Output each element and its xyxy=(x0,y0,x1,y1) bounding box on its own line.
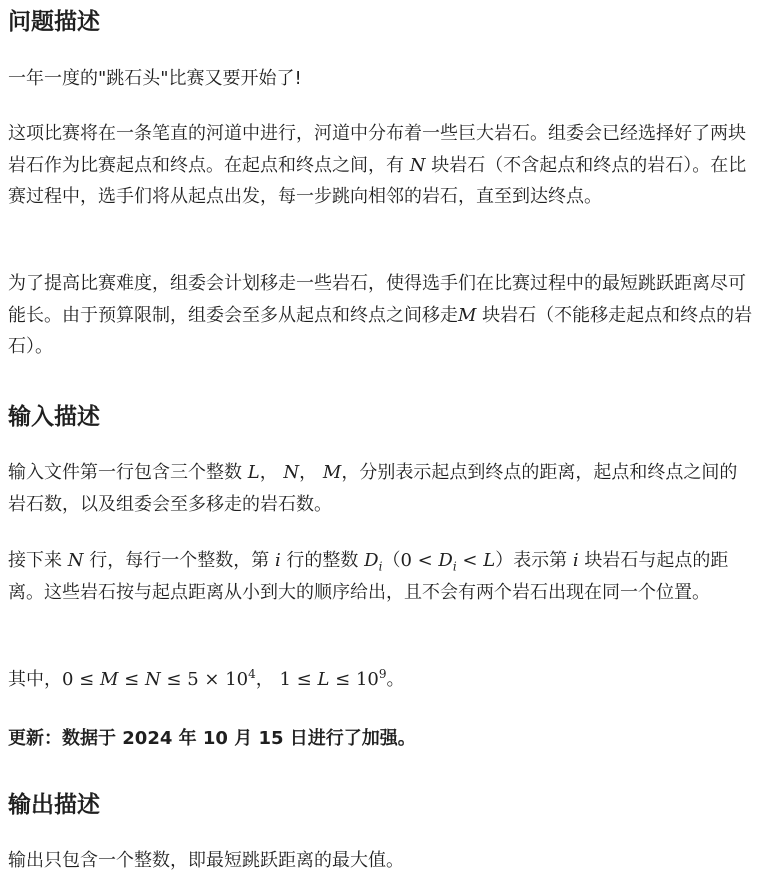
var-d-subscript: i xyxy=(378,559,383,574)
output-paragraph: 输出只包含一个整数，即最短跳跃距离的最大值。 xyxy=(8,850,404,871)
race-description-paragraph xyxy=(8,118,754,213)
p4-sep1: ， xyxy=(259,462,278,483)
var-n: N xyxy=(67,550,84,571)
math-one-le: 1 ≤ xyxy=(279,669,318,690)
input-rocks-paragraph xyxy=(8,545,754,608)
p6-sep: ， xyxy=(255,669,274,690)
p5-text-a: 接下来 xyxy=(8,550,68,571)
var-n: N xyxy=(144,669,161,690)
output-heading: 输出描述 xyxy=(8,792,100,818)
constraints-paragraph xyxy=(8,664,754,696)
var-d-subscript: i xyxy=(452,559,457,574)
var-d: D xyxy=(438,550,453,571)
var-i: i xyxy=(572,550,579,571)
p3-text-b: 块岩石（不能移走起点和终点的岩石）。 xyxy=(8,304,753,357)
intro-paragraph: 一年一度的"跳石头"比赛又要开始了! xyxy=(8,68,302,89)
math-l-bound: ≤ 10 xyxy=(329,669,379,690)
var-m: M xyxy=(322,462,342,483)
p5-open-paren: （ xyxy=(382,550,401,571)
p6-text-a: 其中， xyxy=(8,669,62,690)
p4-text-a: 输入文件第一行包含三个整数 xyxy=(8,462,248,483)
p2-text-a: 这项比赛将在一条笔直的河道中进行，河道中分布着一些巨大岩石。组委会已经选择好了两块岩石作为比赛起点和终点。在起点和终点之间，有 xyxy=(8,123,746,176)
input-heading: 输入描述 xyxy=(8,404,100,430)
p5-text-e: 块岩石与起点的距离。这些岩石按与起点距离从小到大的顺序给出，且不会有两个岩石出现在同一个位置。 xyxy=(8,550,729,603)
p5-text-d: 表示第 xyxy=(513,550,573,571)
math-zero-lt: 0 < xyxy=(400,550,439,571)
var-i: i xyxy=(274,550,281,571)
p5-text-c: 行的整数 xyxy=(280,550,365,571)
var-d: D xyxy=(364,550,379,571)
var-n: N xyxy=(409,154,426,176)
p4-sep2: ， xyxy=(299,462,318,483)
math-n-bound: ≤ 5 × 10 xyxy=(160,669,249,690)
math-le: ≤ xyxy=(118,669,145,690)
math-lt: < xyxy=(456,550,484,571)
exponent: 4 xyxy=(248,667,256,681)
var-m: M xyxy=(99,669,119,690)
p4-text-b: ，分别表示起点到终点的距离，起点和终点之间的岩石数，以及组委会至多移走的岩石数。 xyxy=(8,462,738,515)
var-n: N xyxy=(283,462,300,483)
var-l: L xyxy=(247,462,260,483)
description-heading: 问题描述 xyxy=(8,9,100,35)
exponent: 9 xyxy=(378,667,387,681)
input-first-line-paragraph xyxy=(8,457,754,520)
var-l: L xyxy=(317,669,330,690)
p3-text-a: 为了提高比赛难度，组委会计划移走一些岩石，使得选手们在比赛过程中的最短跳跃距离尽可能长。由于预算限制，组委会至多从起点和终点之间移走 xyxy=(8,273,746,326)
var-m: M xyxy=(458,304,477,326)
p5-close-paren: ） xyxy=(495,550,514,571)
math-zero-le: 0 ≤ xyxy=(62,669,100,690)
update-note: 更新：数据于 2024 年 10 月 15 日进行了加强。 xyxy=(8,728,416,749)
difficulty-paragraph xyxy=(8,268,754,363)
p6-end: 。 xyxy=(386,669,405,690)
var-l: L xyxy=(483,550,496,571)
p2-text-b: 块岩石（不含起点和终点的岩石）。在比赛过程中，选手们将从起点出发，每一步跳向相邻的岩石，直至到达终点。 xyxy=(8,154,747,207)
p5-text-b: 行，每行一个整数，第 xyxy=(83,550,275,571)
